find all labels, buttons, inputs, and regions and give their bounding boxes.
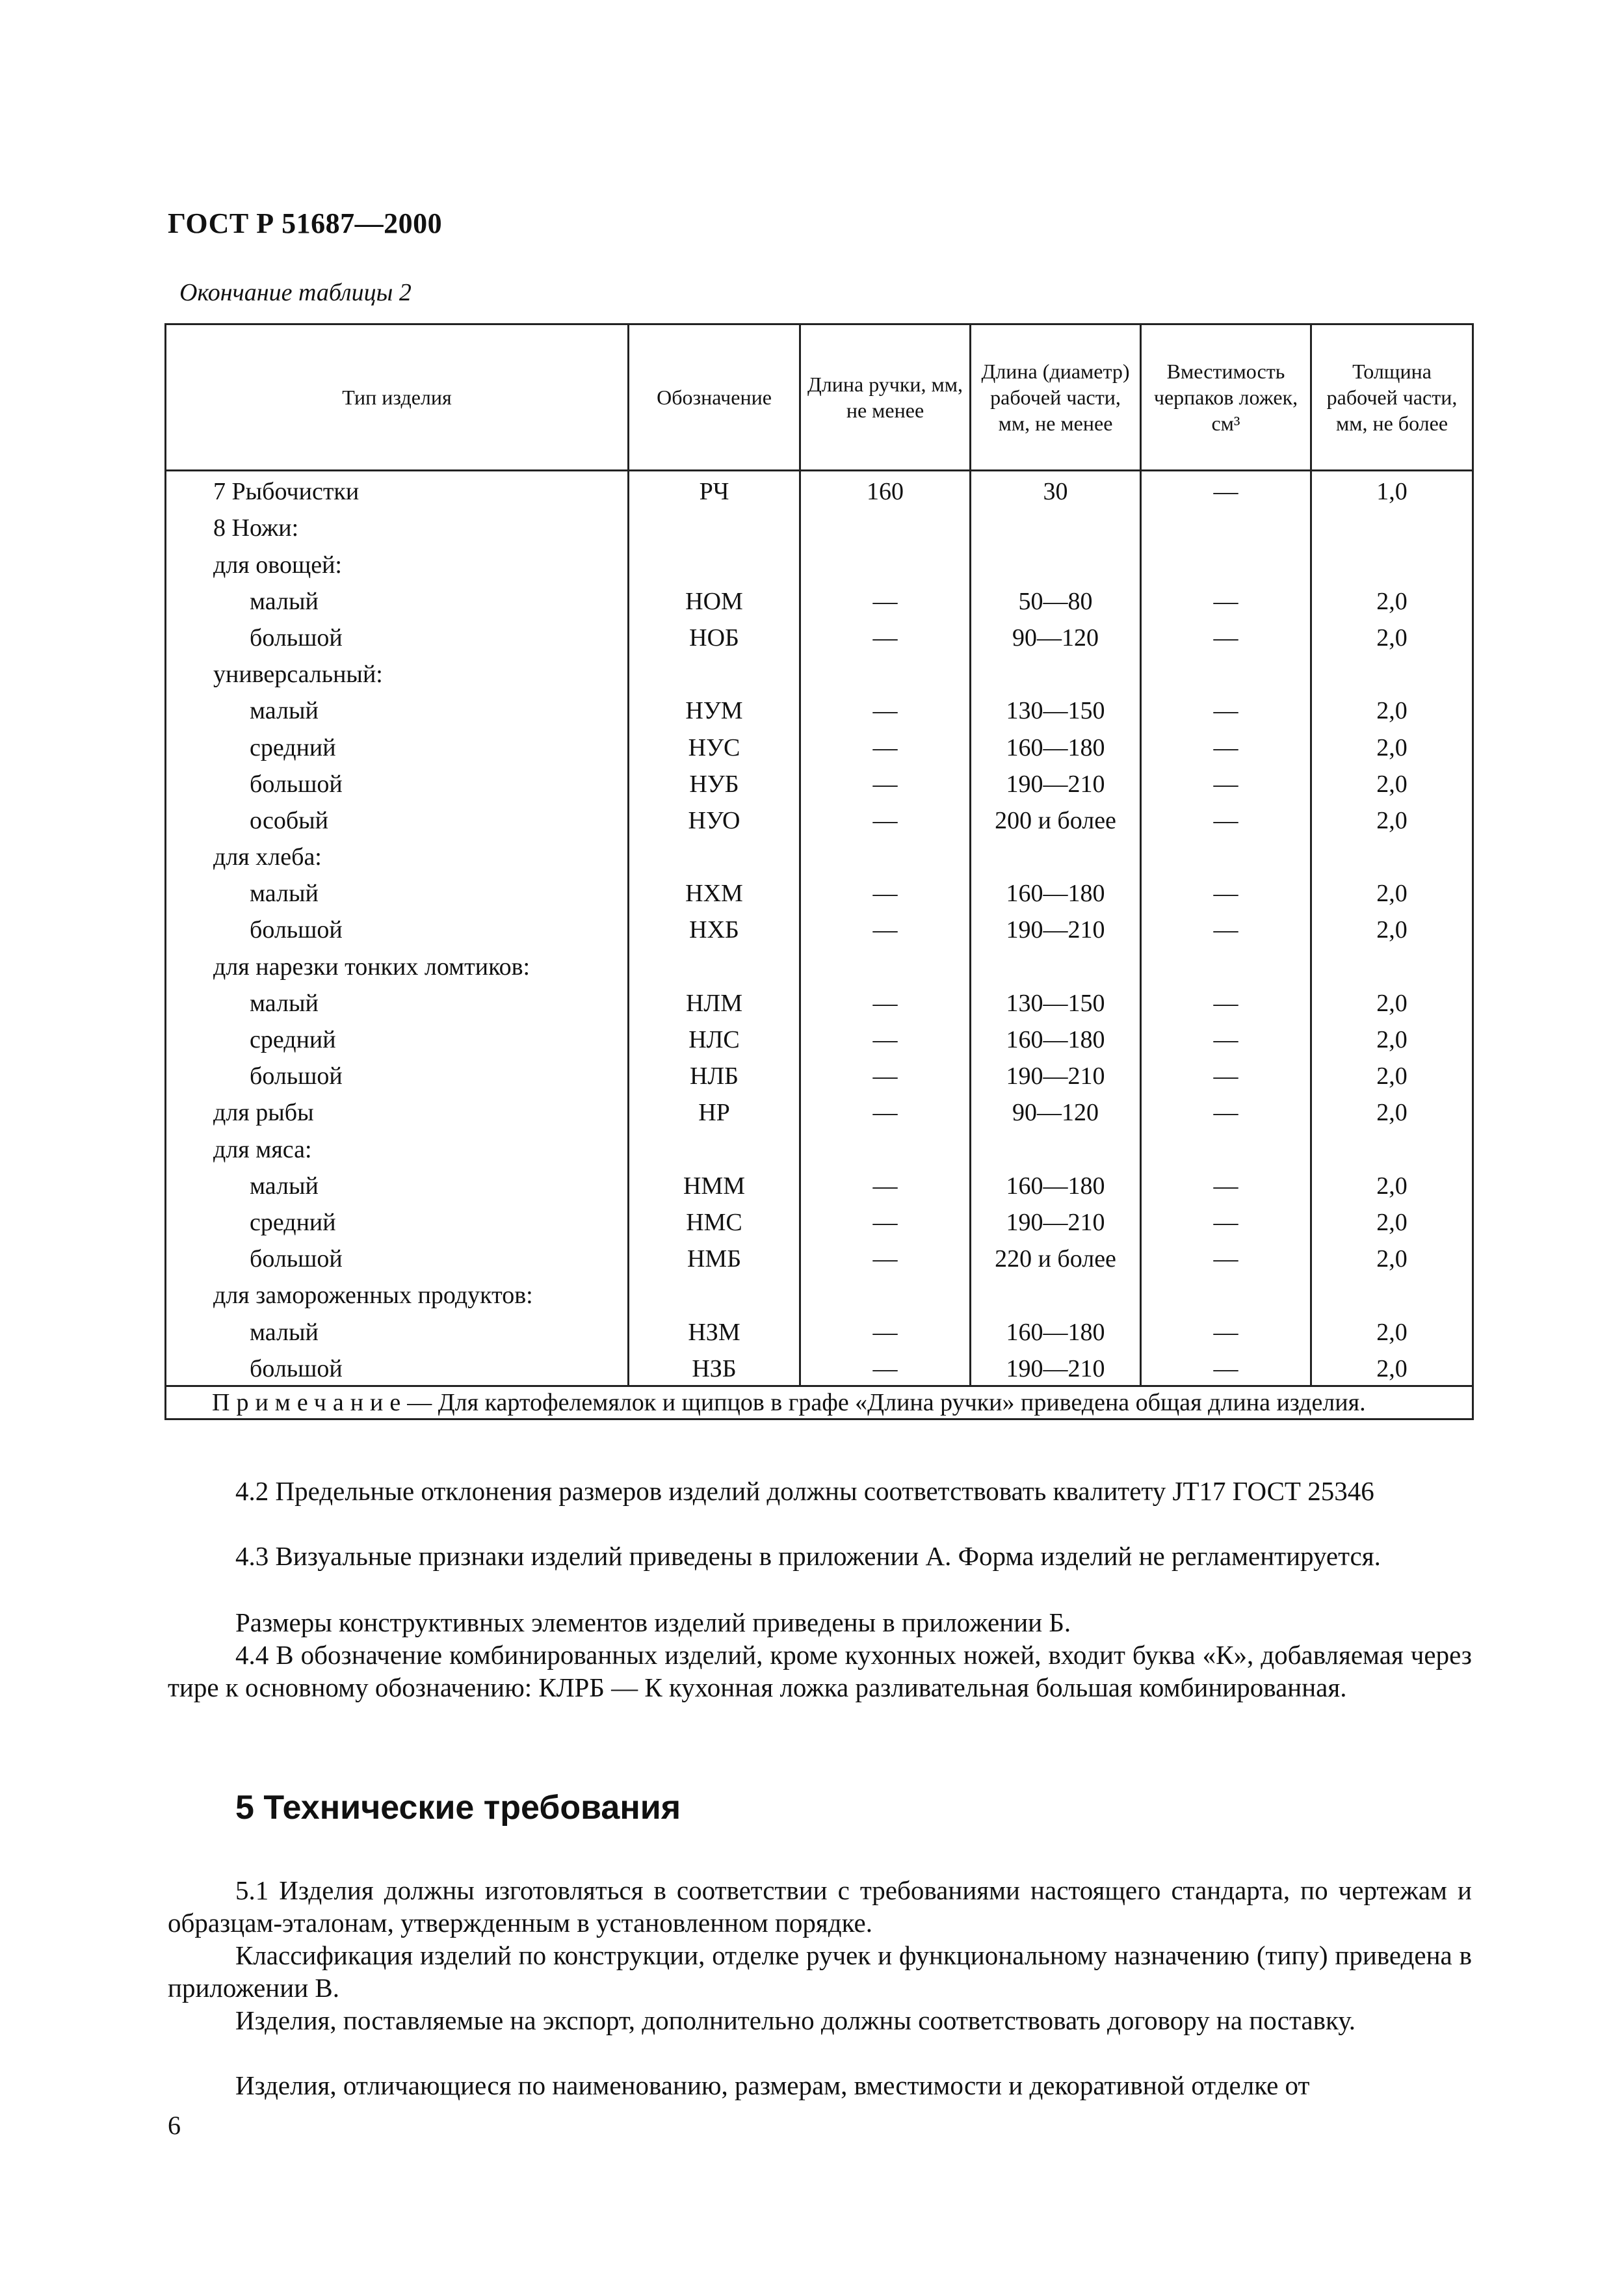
table-row: [166, 471, 1473, 508]
cell-working-length: 50—80: [971, 581, 1141, 618]
cell-type: малый: [166, 691, 629, 727]
cell-type: малый: [166, 581, 629, 618]
table-row: [166, 581, 1473, 618]
cell-handle-length: [800, 508, 971, 544]
cell-type: 8 Ножи:: [166, 508, 629, 544]
cell-handle-length: 160: [800, 471, 971, 508]
cell-working-length: 190—210: [971, 764, 1141, 800]
cell-code: НМБ: [629, 1239, 800, 1275]
cell-type: средний: [166, 727, 629, 763]
cell-working-length: 160—180: [971, 1166, 1141, 1202]
cell-handle-length: —: [800, 691, 971, 727]
table-row: [166, 654, 1473, 691]
document-header: ГОСТ Р 51687—2000: [168, 207, 443, 239]
cell-code: НУС: [629, 727, 800, 763]
table-row: [166, 1312, 1473, 1348]
cell-code: НУМ: [629, 691, 800, 727]
table-row: [166, 764, 1473, 800]
cell-handle-length: —: [800, 618, 971, 654]
section-5-title: 5 Технические требования: [235, 1789, 681, 1827]
cell-thickness: 2,0: [1311, 983, 1473, 1020]
cell-type: большой: [166, 764, 629, 800]
table-row: [166, 618, 1473, 654]
cell-handle-length: —: [800, 1056, 971, 1092]
cell-type: для овощей:: [166, 544, 629, 581]
cell-type: большой: [166, 910, 629, 946]
cell-handle-length: —: [800, 910, 971, 946]
cell-capacity: —: [1141, 1349, 1311, 1386]
cell-thickness: 2,0: [1311, 1312, 1473, 1348]
cell-working-length: [971, 946, 1141, 983]
table-row: [166, 1275, 1473, 1312]
page-number: 6: [168, 2111, 181, 2140]
cell-capacity: —: [1141, 764, 1311, 800]
paragraph-5-1-export: Изделия, поставляемые на экспорт, дополнительно должны соответствовать договору на поставку.: [235, 2005, 1356, 2035]
table-row: [166, 873, 1473, 910]
cell-capacity: —: [1141, 1056, 1311, 1092]
cell-capacity: —: [1141, 1239, 1311, 1275]
table-note: [166, 1386, 1473, 1419]
cell-working-length: 130—150: [971, 691, 1141, 727]
cell-thickness: 1,0: [1311, 471, 1473, 508]
column-header-handle-length: Длина ручки, мм, не менее: [800, 324, 971, 471]
specification-table: [164, 323, 1474, 1420]
cell-thickness: 2,0: [1311, 1092, 1473, 1129]
cell-thickness: 2,0: [1311, 1239, 1473, 1275]
cell-type: средний: [166, 1202, 629, 1239]
column-header-code: Обозначение: [629, 324, 800, 471]
column-header-type: Тип изделия: [166, 324, 629, 471]
cell-capacity: —: [1141, 1166, 1311, 1202]
cell-capacity: —: [1141, 471, 1311, 508]
cell-thickness: 2,0: [1311, 873, 1473, 910]
cell-capacity: [1141, 654, 1311, 691]
table-row: [166, 983, 1473, 1020]
cell-working-length: 160—180: [971, 727, 1141, 763]
cell-code: НОБ: [629, 618, 800, 654]
cell-working-length: 190—210: [971, 910, 1141, 946]
cell-capacity: [1141, 837, 1311, 873]
paragraph-5-1: 5.1 Изделия должны изготовляться в соответствии с требованиями настоящего стандарта, по чертежам и образцам-эталонам, утвержденным в установленном порядке.: [168, 1875, 1472, 1938]
cell-code: [629, 654, 800, 691]
cell-code: [629, 1129, 800, 1165]
cell-handle-length: —: [800, 1312, 971, 1348]
cell-type: большой: [166, 1056, 629, 1092]
table-row: [166, 691, 1473, 727]
column-header-thickness: Толщина рабочей части, мм, не более: [1311, 324, 1473, 471]
cell-thickness: 2,0: [1311, 1349, 1473, 1386]
table-row: [166, 1020, 1473, 1056]
table-row: [166, 544, 1473, 581]
table-row: [166, 910, 1473, 946]
cell-working-length: 190—210: [971, 1202, 1141, 1239]
table-row: [166, 727, 1473, 763]
cell-thickness: 2,0: [1311, 1166, 1473, 1202]
cell-working-length: [971, 837, 1141, 873]
cell-working-length: 190—210: [971, 1349, 1141, 1386]
cell-working-length: 90—120: [971, 618, 1141, 654]
table-note-row: [166, 1386, 1473, 1419]
cell-capacity: —: [1141, 873, 1311, 910]
cell-handle-length: [800, 654, 971, 691]
cell-code: НЛБ: [629, 1056, 800, 1092]
cell-code: [629, 837, 800, 873]
cell-type: 7 Рыбочистки: [166, 471, 629, 508]
cell-handle-length: —: [800, 983, 971, 1020]
cell-thickness: 2,0: [1311, 618, 1473, 654]
cell-capacity: [1141, 1275, 1311, 1312]
paragraph-4-3: 4.3 Визуальные признаки изделий приведены в приложении А. Форма изделий не регламентируется.: [235, 1541, 1381, 1571]
table-row: [166, 1349, 1473, 1386]
cell-handle-length: —: [800, 1239, 971, 1275]
cell-code: НЗБ: [629, 1349, 800, 1386]
cell-type: универсальный:: [166, 654, 629, 691]
paragraph-5-1-differences: Изделия, отличающиеся по наименованию, размерам, вместимости и декоративной отделке от: [235, 2070, 1310, 2100]
cell-handle-length: —: [800, 1202, 971, 1239]
cell-code: НММ: [629, 1166, 800, 1202]
cell-working-length: [971, 544, 1141, 581]
cell-type: большой: [166, 1239, 629, 1275]
table-row: [166, 946, 1473, 983]
cell-capacity: —: [1141, 1312, 1311, 1348]
cell-code: НЛМ: [629, 983, 800, 1020]
cell-code: НОМ: [629, 581, 800, 618]
cell-type: большой: [166, 1349, 629, 1386]
note-text: — Для картофелемялок и щипцов в графе «Длина ручки» приведена общая длина изделия.: [407, 1388, 1366, 1416]
cell-type: малый: [166, 1312, 629, 1348]
cell-thickness: [1311, 1275, 1473, 1312]
cell-type: большой: [166, 618, 629, 654]
cell-handle-length: —: [800, 1092, 971, 1129]
cell-working-length: [971, 1129, 1141, 1165]
cell-handle-length: [800, 1129, 971, 1165]
cell-working-length: 160—180: [971, 1020, 1141, 1056]
table-row: [166, 1092, 1473, 1129]
cell-capacity: —: [1141, 581, 1311, 618]
cell-working-length: 220 и более: [971, 1239, 1141, 1275]
cell-thickness: 2,0: [1311, 764, 1473, 800]
cell-working-length: 160—180: [971, 1312, 1141, 1348]
cell-working-length: 190—210: [971, 1056, 1141, 1092]
cell-working-length: 200 и более: [971, 800, 1141, 837]
cell-handle-length: —: [800, 581, 971, 618]
cell-type: особый: [166, 800, 629, 837]
table-row: [166, 1202, 1473, 1239]
table-row: [166, 1166, 1473, 1202]
cell-thickness: 2,0: [1311, 1056, 1473, 1092]
cell-handle-length: [800, 837, 971, 873]
cell-capacity: —: [1141, 1020, 1311, 1056]
paragraph-4-4: 4.4 В обозначение комбинированных изделий, кроме кухонных ножей, входит буква «К», добавляемая через тире к основному обозначению: КЛРБ — К кухонная ложка разливательная большая комбинированная.: [168, 1640, 1472, 1702]
table-header-row: [166, 324, 1473, 471]
cell-thickness: [1311, 1129, 1473, 1165]
cell-handle-length: [800, 1275, 971, 1312]
cell-thickness: [1311, 544, 1473, 581]
cell-handle-length: [800, 544, 971, 581]
paragraph-4-3-dimensions: Размеры конструктивных элементов изделий приведены в приложении Б.: [235, 1607, 1071, 1637]
cell-thickness: 2,0: [1311, 1020, 1473, 1056]
cell-capacity: —: [1141, 1202, 1311, 1239]
table-row: [166, 508, 1473, 544]
cell-thickness: 2,0: [1311, 910, 1473, 946]
cell-working-length: 130—150: [971, 983, 1141, 1020]
cell-type: для нарезки тонких ломтиков:: [166, 946, 629, 983]
cell-handle-length: —: [800, 1020, 971, 1056]
cell-thickness: 2,0: [1311, 800, 1473, 837]
cell-capacity: —: [1141, 983, 1311, 1020]
cell-handle-length: —: [800, 1166, 971, 1202]
cell-type: для хлеба:: [166, 837, 629, 873]
cell-code: НМС: [629, 1202, 800, 1239]
table-row: [166, 1056, 1473, 1092]
table-row: [166, 1239, 1473, 1275]
cell-working-length: 30: [971, 471, 1141, 508]
cell-handle-length: —: [800, 800, 971, 837]
table-row: [166, 837, 1473, 873]
cell-type: средний: [166, 1020, 629, 1056]
cell-code: [629, 508, 800, 544]
cell-code: НУО: [629, 800, 800, 837]
cell-capacity: [1141, 1129, 1311, 1165]
cell-working-length: 160—180: [971, 873, 1141, 910]
cell-code: НХМ: [629, 873, 800, 910]
cell-capacity: —: [1141, 691, 1311, 727]
paragraph-5-1-classification: Классификация изделий по конструкции, отделке ручек и функциональному назначению (типу) приведена в приложении В.: [168, 1940, 1472, 2003]
cell-working-length: [971, 508, 1141, 544]
cell-capacity: —: [1141, 910, 1311, 946]
cell-handle-length: —: [800, 1349, 971, 1386]
cell-code: НЛС: [629, 1020, 800, 1056]
cell-handle-length: —: [800, 764, 971, 800]
cell-code: [629, 1275, 800, 1312]
cell-thickness: 2,0: [1311, 1202, 1473, 1239]
cell-working-length: [971, 1275, 1141, 1312]
paragraph-4-2: 4.2 Предельные отклонения размеров изделий должны соответствовать квалитету JT17 ГОСТ 25346: [235, 1476, 1374, 1506]
cell-type: малый: [166, 1166, 629, 1202]
cell-thickness: [1311, 946, 1473, 983]
cell-code: РЧ: [629, 471, 800, 508]
cell-thickness: [1311, 508, 1473, 544]
cell-capacity: [1141, 544, 1311, 581]
cell-working-length: 90—120: [971, 1092, 1141, 1129]
cell-type: малый: [166, 873, 629, 910]
note-lead: Примечание: [212, 1388, 408, 1416]
cell-working-length: [971, 654, 1141, 691]
cell-thickness: 2,0: [1311, 691, 1473, 727]
cell-capacity: —: [1141, 618, 1311, 654]
cell-code: НХБ: [629, 910, 800, 946]
cell-capacity: —: [1141, 727, 1311, 763]
cell-code: [629, 544, 800, 581]
column-header-capacity: Вместимость черпаков ложек, см³: [1141, 324, 1311, 471]
cell-thickness: 2,0: [1311, 581, 1473, 618]
cell-handle-length: —: [800, 873, 971, 910]
cell-thickness: [1311, 837, 1473, 873]
cell-code: НЗМ: [629, 1312, 800, 1348]
table-row: [166, 1129, 1473, 1165]
table-row: [166, 800, 1473, 837]
cell-type: для рыбы: [166, 1092, 629, 1129]
cell-thickness: 2,0: [1311, 727, 1473, 763]
cell-type: для мяса:: [166, 1129, 629, 1165]
cell-handle-length: —: [800, 727, 971, 763]
column-header-working-length: Длина (диаметр) рабочей части, мм, не менее: [971, 324, 1141, 471]
cell-capacity: [1141, 508, 1311, 544]
cell-thickness: [1311, 654, 1473, 691]
table-caption: Окончание таблицы 2: [179, 279, 412, 306]
cell-code: [629, 946, 800, 983]
cell-capacity: —: [1141, 800, 1311, 837]
cell-capacity: [1141, 946, 1311, 983]
cell-type: для замороженных продуктов:: [166, 1275, 629, 1312]
cell-handle-length: [800, 946, 971, 983]
cell-code: НР: [629, 1092, 800, 1129]
cell-code: НУБ: [629, 764, 800, 800]
cell-capacity: —: [1141, 1092, 1311, 1129]
cell-type: малый: [166, 983, 629, 1020]
